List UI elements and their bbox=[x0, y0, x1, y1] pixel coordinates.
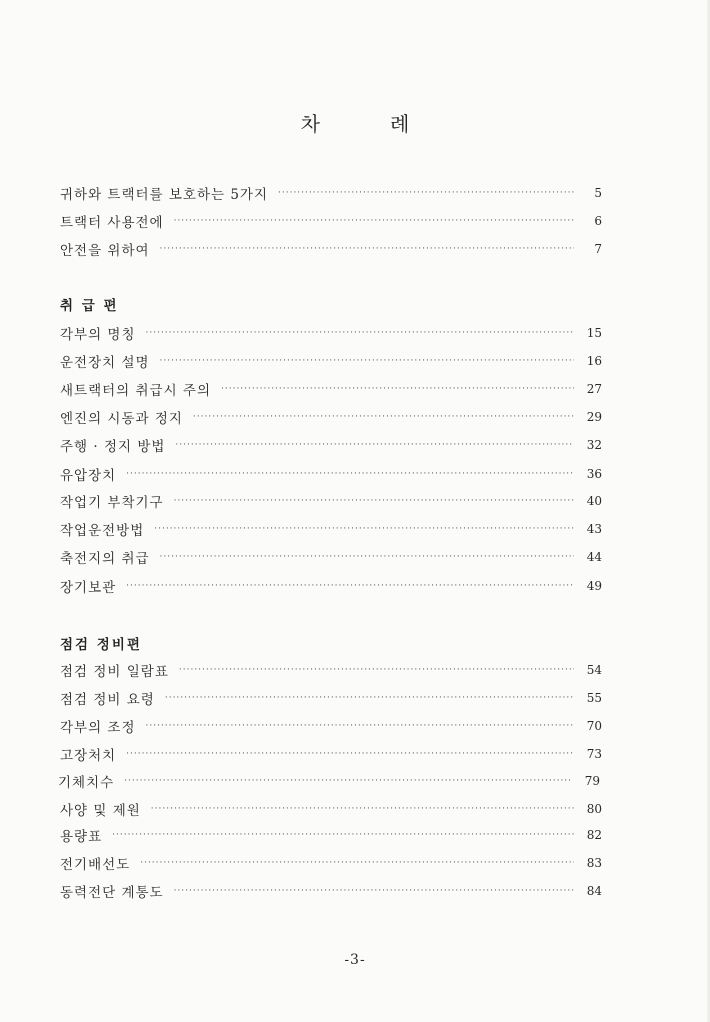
toc-entry-maintenance-2[interactable] bbox=[60, 688, 602, 708]
toc-entry-handling-2[interactable] bbox=[60, 351, 602, 371]
toc-entry-page: 27 bbox=[586, 382, 602, 396]
toc-entry-maintenance-3[interactable] bbox=[60, 716, 602, 736]
page-number: -3- bbox=[344, 952, 366, 968]
toc-entry-label: 주행 · 정지 방법 bbox=[60, 439, 166, 455]
toc-entry-label: 각부의 조정 bbox=[60, 720, 136, 736]
leader-dots bbox=[175, 438, 574, 452]
toc-entry-maintenance-7[interactable] bbox=[60, 825, 602, 845]
toc-entry-label: 엔진의 시동과 정지 bbox=[60, 411, 183, 427]
leader-dots bbox=[160, 550, 574, 564]
toc-entry-page: 82 bbox=[586, 828, 602, 842]
toc-entry-label: 귀하와 트랙터를 보호하는 5가지 bbox=[60, 187, 268, 203]
leader-dots bbox=[126, 467, 574, 481]
leader-dots bbox=[160, 354, 574, 368]
toc-entry-label: 안전을 위하여 bbox=[60, 243, 150, 259]
toc-entry-label: 축전지의 취급 bbox=[60, 551, 150, 567]
toc-entry-intro-1[interactable] bbox=[60, 183, 602, 203]
toc-entry-label: 사양 및 제원 bbox=[60, 803, 141, 819]
leader-dots bbox=[174, 494, 574, 508]
toc-entry-maintenance-6[interactable] bbox=[60, 799, 602, 819]
toc-entry-label: 점검 정비 일람표 bbox=[60, 664, 169, 680]
leader-dots bbox=[174, 214, 574, 228]
toc-entry-intro-2[interactable] bbox=[60, 211, 602, 231]
toc-entry-handling-1[interactable] bbox=[60, 323, 602, 343]
toc-entry-page: 16 bbox=[586, 354, 602, 368]
toc-entry-page: 40 bbox=[586, 494, 602, 508]
leader-dots bbox=[193, 410, 574, 424]
toc-entry-maintenance-8[interactable] bbox=[60, 853, 602, 873]
toc-entry-label: 동력전단 계통도 bbox=[60, 885, 164, 901]
toc-entry-label: 작업기 부착기구 bbox=[60, 495, 164, 511]
leader-dots bbox=[126, 579, 574, 593]
page-title bbox=[0, 108, 710, 137]
title-char-1: 차 bbox=[300, 112, 320, 136]
toc-entry-page: 80 bbox=[586, 802, 602, 816]
toc-entry-handling-7[interactable] bbox=[60, 491, 602, 511]
leader-dots bbox=[146, 326, 575, 340]
toc-entry-label: 각부의 명칭 bbox=[60, 327, 136, 343]
toc-entry-page: 49 bbox=[586, 579, 602, 593]
toc-entry-handling-10[interactable] bbox=[60, 576, 602, 596]
toc-entry-handling-6[interactable] bbox=[60, 464, 602, 484]
toc-entry-label: 전기배선도 bbox=[60, 857, 131, 873]
title-char-2: 례 bbox=[390, 112, 410, 136]
toc-entry-page: 83 bbox=[586, 856, 602, 870]
leader-dots bbox=[154, 522, 574, 536]
toc-entry-page: 43 bbox=[586, 522, 602, 536]
toc-entry-page: 79 bbox=[584, 774, 600, 788]
toc-entry-maintenance-1[interactable] bbox=[60, 660, 602, 680]
toc-entry-page: 70 bbox=[586, 719, 602, 733]
toc-entry-handling-3[interactable] bbox=[60, 379, 602, 399]
toc-entry-label: 장기보관 bbox=[60, 580, 117, 596]
toc-entry-label: 작업운전방법 bbox=[60, 523, 145, 539]
leader-dots bbox=[221, 382, 574, 396]
toc-entry-label: 고장처치 bbox=[60, 748, 117, 764]
toc-entry-handling-5[interactable] bbox=[60, 435, 602, 455]
toc-entry-label: 트랙터 사용전에 bbox=[60, 215, 164, 231]
leader-dots bbox=[146, 719, 575, 733]
toc-entry-page: 54 bbox=[586, 663, 602, 677]
toc-entry-page: 15 bbox=[586, 326, 602, 340]
leader-dots bbox=[112, 828, 574, 842]
toc-entry-label: 기체치수 bbox=[58, 775, 115, 791]
toc-entry-label: 점검 정비 요령 bbox=[60, 692, 155, 708]
toc-entry-handling-9[interactable] bbox=[60, 547, 602, 567]
leader-dots bbox=[174, 884, 574, 898]
toc-entry-maintenance-4[interactable] bbox=[60, 744, 602, 764]
toc-entry-intro-3[interactable] bbox=[60, 239, 602, 259]
section-heading-maintenance: 점검 정비편 bbox=[60, 637, 142, 653]
toc-entry-page: 36 bbox=[586, 467, 602, 481]
leader-dots bbox=[160, 242, 574, 256]
section-heading-handling: 취 급 편 bbox=[60, 298, 119, 314]
toc-entry-maintenance-5[interactable] bbox=[58, 771, 600, 791]
toc-entry-page: 32 bbox=[586, 438, 602, 452]
leader-dots bbox=[124, 774, 572, 788]
leader-dots bbox=[140, 856, 574, 870]
leader-dots bbox=[126, 747, 574, 761]
toc-entry-page: 84 bbox=[586, 884, 602, 898]
toc-entry-page: 6 bbox=[594, 214, 602, 228]
toc-entry-label: 유압장치 bbox=[60, 468, 117, 484]
toc-entry-label: 새트랙터의 취급시 주의 bbox=[60, 383, 211, 399]
toc-entry-handling-4[interactable] bbox=[60, 407, 602, 427]
toc-entry-handling-8[interactable] bbox=[60, 519, 602, 539]
toc-entry-page: 7 bbox=[594, 242, 602, 256]
toc-entry-page: 73 bbox=[586, 747, 602, 761]
leader-dots bbox=[179, 663, 574, 677]
toc-entry-label: 용량표 bbox=[60, 829, 103, 845]
toc-entry-page: 5 bbox=[594, 186, 602, 200]
toc-entry-page: 44 bbox=[586, 550, 602, 564]
leader-dots bbox=[165, 691, 574, 705]
toc-entry-label: 운전장치 설명 bbox=[60, 355, 150, 371]
toc-entry-page: 29 bbox=[586, 410, 602, 424]
toc-entry-maintenance-9[interactable] bbox=[60, 881, 602, 901]
leader-dots bbox=[151, 802, 574, 816]
toc-entry-page: 55 bbox=[586, 691, 602, 705]
leader-dots bbox=[278, 186, 574, 200]
